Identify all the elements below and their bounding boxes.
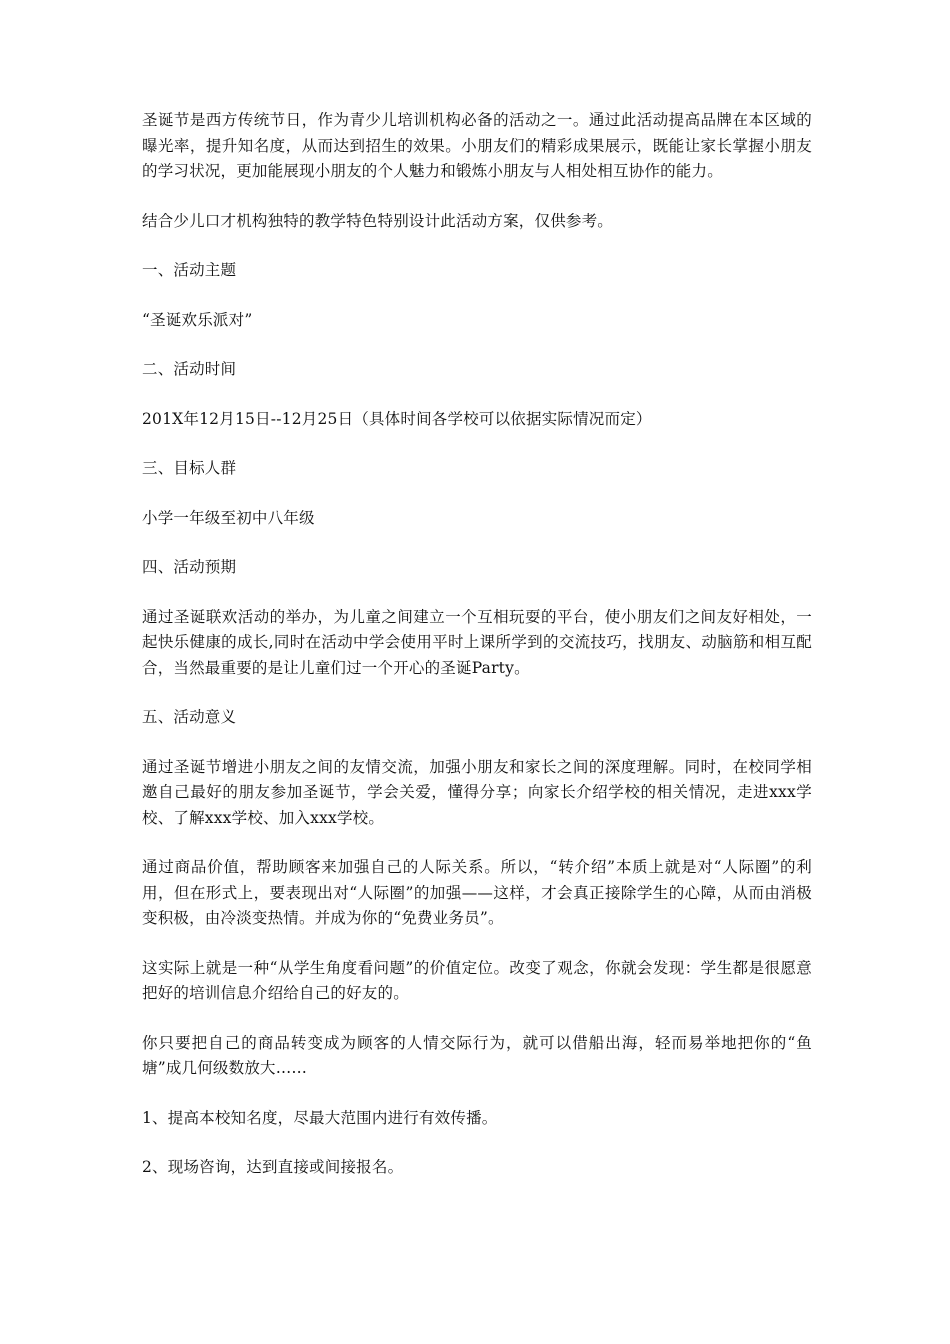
list-item-2: 2、现场咨询，达到直接或间接报名。 <box>142 1158 404 1176</box>
section-heading-theme: 一、活动主题 <box>142 261 237 279</box>
section-heading-expectation: 四、活动预期 <box>142 558 237 576</box>
expectation-text: 通过圣诞联欢活动的举办，为儿童之间建立一个互相玩耍的平台，使小朋友们之间友好相处，一起快乐健康的成长,同时在活动中学会使用平时上课所学到的交流技巧，找朋友、动脑筋和相互配合，当然最重要的是让儿童们过一个开心的圣诞Party。 <box>142 607 812 677</box>
intro-paragraph: 圣诞节是西方传统节日，作为青少儿培训机构必备的活动之一。通过此活动提高品牌在本区域的曝光率，提升知名度，从而达到招生的效果。小朋友们的精彩成果展示，既能让家长掌握小朋友的学习状况，更加能展现小朋友的个人魅力和锻炼小朋友与人相处相互协作的能力。 <box>142 111 812 180</box>
intro-note: 结合少儿口才机构独特的教学特色特别设计此活动方案，仅供参考。 <box>142 211 614 230</box>
significance-text-4: 你只要把自己的商品转变成为顾客的人情交际行为，就可以借船出海，轻而易举地把你的“鱼塘”成几何级数放大…… <box>142 1033 812 1077</box>
theme-text: “圣诞欢乐派对” <box>142 310 253 329</box>
section-heading-time: 二、活动时间 <box>142 360 237 378</box>
significance-text-1: 通过圣诞节增进小朋友之间的友情交流，加强小朋友和家长之间的深度理解。同时，在校同学相邀自己最好的朋友参加圣诞节，学会关爱，懂得分享；向家长介绍学校的相关情况，走进xxx学校、了解xxx学校、加入xxx学校。 <box>142 757 812 827</box>
significance-text-2: 通过商品价值，帮助顾客来加强自己的人际关系。所以，“转介绍”本质上就是对“人际圈”的利用，但在形式上，要表现出对“人际圈”的加强——这样，才会真正接除学生的心障，从而由消极变积极，由冷淡变热情。并成为你的“免费业务员”。 <box>142 858 812 927</box>
section-heading-audience: 三、目标人群 <box>142 459 237 477</box>
time-text: 201X年12月15日--12月25日（具体时间各学校可以依据实际情况而定） <box>142 409 652 428</box>
significance-text-3: 这实际上就是一种“从学生角度看问题”的价值定位。改变了观念，你就会发现：学生都是很愿意把好的培训信息介绍给自己的好友的。 <box>142 958 812 1002</box>
list-item-1: 1、提高本校知名度，尽最大范围内进行有效传播。 <box>142 1108 498 1127</box>
audience-text: 小学一年级至初中八年级 <box>142 508 315 527</box>
section-heading-significance: 五、活动意义 <box>142 708 237 726</box>
document-body <box>142 108 812 1181</box>
